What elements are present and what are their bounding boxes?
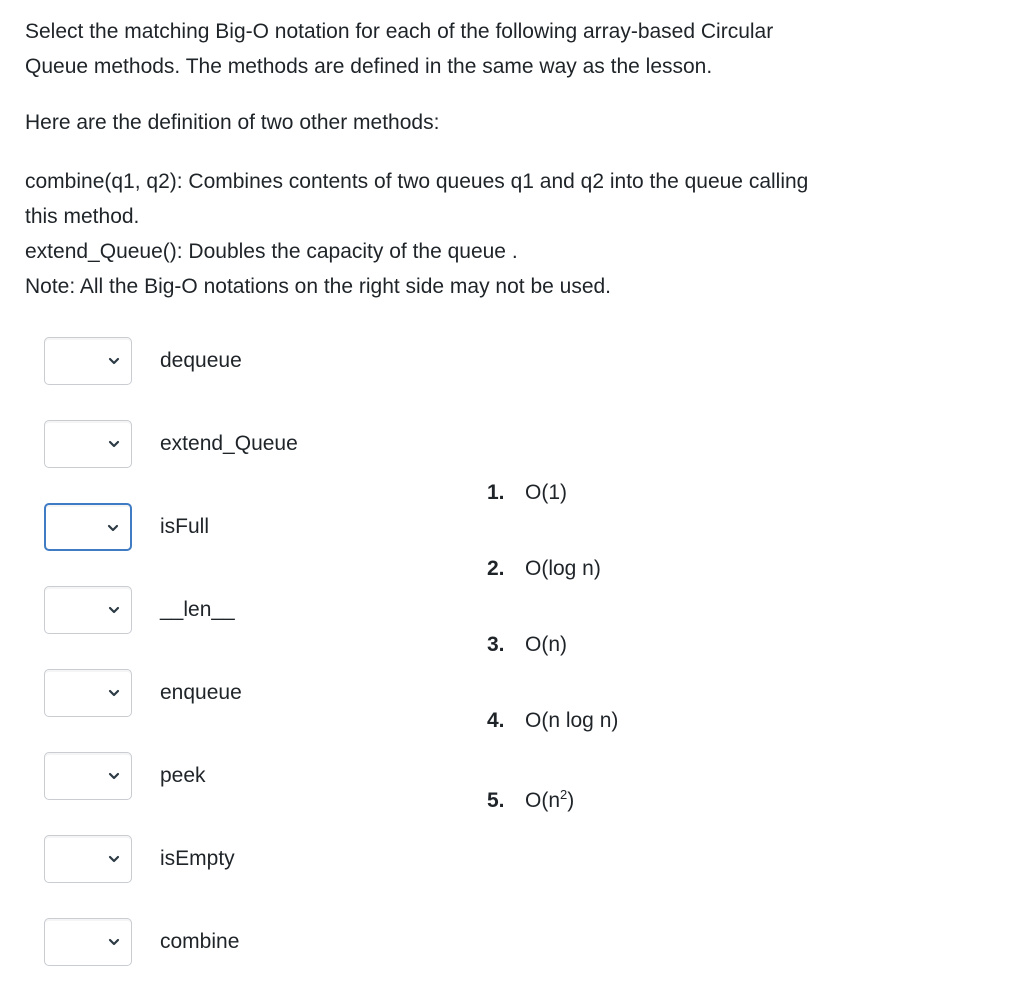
answer-number: 2. [487, 557, 505, 580]
chevron-down-icon [107, 769, 121, 783]
chevron-down-icon [107, 686, 121, 700]
answer-number: 4. [487, 709, 505, 732]
chevron-down-icon [106, 521, 120, 535]
prompt-line: Here are the definition of two other methods: [25, 111, 440, 134]
chevron-down-icon [107, 354, 121, 368]
match-select-len[interactable] [44, 586, 132, 634]
prompt-line: combine(q1, q2): Combines contents of two queues q1 and q2 into the queue calling [25, 170, 809, 193]
answer-option [487, 481, 567, 505]
method-label: __len__ [160, 598, 235, 621]
match-select-isempty[interactable] [44, 835, 132, 883]
match-row-isfull [44, 502, 404, 552]
prompt-line: extend_Queue(): Doubles the capacity of the queue . [25, 240, 518, 263]
chevron-down-icon [107, 437, 121, 451]
answer-option [487, 709, 618, 733]
answer-text: O(n log n) [525, 709, 619, 732]
method-label: enqueue [160, 681, 242, 704]
match-select-extend-queue[interactable] [44, 420, 132, 468]
answer-option [487, 557, 601, 581]
method-label: isFull [160, 515, 210, 538]
method-label: dequeue [160, 349, 242, 372]
match-select-peek[interactable] [44, 752, 132, 800]
answer-number: 3. [487, 633, 505, 656]
method-label: peek [160, 764, 206, 787]
answer-text-close: ) [567, 789, 575, 812]
match-select-isfull[interactable] [44, 503, 132, 551]
match-row-len [44, 585, 404, 635]
method-label: extend_Queue [160, 432, 298, 455]
match-select-combine[interactable] [44, 918, 132, 966]
chevron-down-icon [107, 603, 121, 617]
match-row-enqueue [44, 668, 404, 718]
match-row-dequeue [44, 336, 404, 386]
method-label: isEmpty [160, 847, 235, 870]
answer-text: O(n) [525, 633, 567, 656]
chevron-down-icon [107, 935, 121, 949]
method-label: combine [160, 930, 240, 953]
answer-text-base: O(n [525, 789, 561, 812]
answer-number: 5. [487, 789, 505, 812]
prompt-line: Note: All the Big-O notations on the right side may not be used. [25, 275, 612, 298]
match-row-peek [44, 751, 404, 801]
prompt-line: Queue methods. The methods are defined in the same way as the lesson. [25, 55, 713, 78]
answer-text-exponent: 2 [560, 787, 568, 802]
question-prompt [25, 14, 985, 304]
answer-option [487, 633, 567, 657]
answer-option [487, 787, 574, 813]
match-row-extend-queue [44, 419, 404, 469]
answer-number: 1. [487, 481, 505, 504]
prompt-line: Select the matching Big-O notation for each of the following array-based Circular [25, 20, 774, 43]
match-row-combine [44, 917, 404, 967]
match-row-isempty [44, 834, 404, 884]
chevron-down-icon [107, 852, 121, 866]
match-select-dequeue[interactable] [44, 337, 132, 385]
match-select-enqueue[interactable] [44, 669, 132, 717]
prompt-line: this method. [25, 205, 140, 228]
answer-text: O(log n) [525, 557, 601, 580]
answer-text: O(1) [525, 481, 567, 504]
answer-text [525, 789, 574, 812]
